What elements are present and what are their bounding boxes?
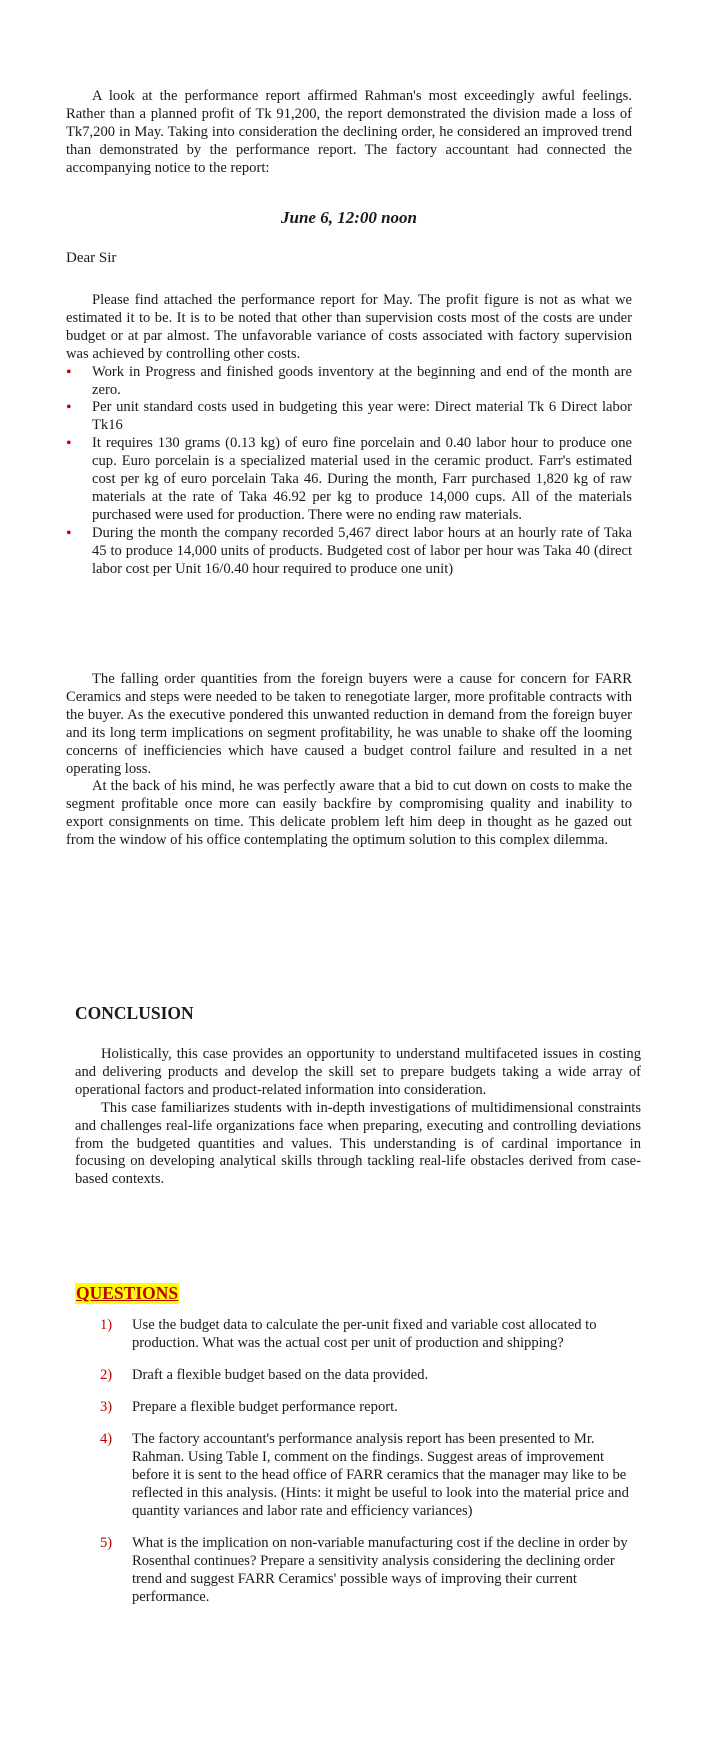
question-item: 2) Draft a flexible budget based on the data provided. [100,1367,429,1383]
bullet-icon: • [66,435,72,453]
bullet-icon: • [66,363,72,381]
question-item: 3) Prepare a flexible budget performance report. [100,1399,398,1415]
question-item: 1) Use the budget data to calculate the per-unit fixed and variable cost allocated to production. What was the actual cost per unit of production and shipping? [100,1317,597,1351]
questions-heading: QUESTIONS [76,1283,179,1303]
memo-salutation: Dear Sir [66,250,117,266]
conclusion-paragraph-1: Holistically, this case provides an opportunity to understand multifaceted issues in costing and delivering products and develop the skill set to prepare budgets taking a wide array of operational factors and product-related information into consideration. [75,1046,641,1098]
memo-bullet-list [66,364,632,579]
memo-section [66,292,632,579]
questions-list [100,1316,640,1620]
list-item: • During the month the company recorded 5,467 direct labor hours at an hourly rate of Taka 45 to produce 14,000 units of products. Budgeted cost of labor per hour was Taka 40 (direct labor cost per Unit 16/0.40 hour required to produce one unit) [66,524,632,577]
conclusion-heading: CONCLUSION [75,1003,194,1023]
narrative-paragraph-1: The falling order quantities from the foreign buyers were a cause for concern for FARR Ceramics and steps were needed to be taken to renegotiate larger, more profitable contracts with the buyer. As the executive pondered this unwanted reduction in demand from the foreign buyer and its long term implications on segment profitability, he was unable to shake off the looming concerns of inefficiencies which have caused a budget control failure and resulted in a net operating loss. [66,671,632,777]
bullet-icon: • [66,399,72,417]
conclusion-section [75,1046,641,1189]
memo-date: June 6, 12:00 noon [280,208,418,227]
narrative-paragraph-2: At the back of his mind, he was perfectly aware that a bid to cut down on costs to make the segment profitable once more can easily backfire by compromising quality and inability to export consignments on time. This delicate problem left him deep in thought as he gazed out from the window of his office contemplating the optimum solution to this complex dilemma. [66,778,632,849]
intro-paragraph: A look at the performance report affirmed Rahman's most exceedingly awful feelings. Rather than a planned profit of Tk 91,200, the report demonstrated the division made a loss of Tk7,200 in May. Taking into consideration the declining order, he considered an improved trend than demonstrated by the performance report. The factory accountant had connected the accompanying notice to the report: [66,88,632,176]
list-item: • It requires 130 grams (0.13 kg) of euro fine porcelain and 0.40 labor hour to produce one cup. Euro porcelain is a specialized material used in the ceramic product. Farr's estimated cost per kg of euro porcelain Taka 46. During the month, Farr purchased 1,820 kg of raw materials at the rate of Taka 46.92 per kg to produce 14,000 cups. All of the materials purchased were used for production. There were no ending raw materials. [66,435,632,523]
list-item: • Per unit standard costs used in budgeting this year were: Direct material Tk 6 Direct labor Tk16 [66,399,632,434]
bullet-icon: • [66,524,72,542]
question-item: 4) The factory accountant's performance analysis report has been presented to Mr. Rahman. Using Table I, comment on the findings. Suggest areas of improvement before it is sent to the head office of FARR ceramics that the manager may like to be reflected in this analysis. (Hints: it might be useful to look into the material price and quantity variances and labor rate and efficiency variances) [100,1431,629,1519]
conclusion-paragraph-2: This case familiarizes students with in-depth investigations of multidimensional constraints and challenges real-life organizations face when preparing, executing and controlling deviations from the budgeted quantities and values. This understanding is of cardinal importance in focusing on developing analytical skills through tackling real-life obstacles derived from case-based contexts. [75,1099,641,1188]
list-item: • Work in Progress and finished goods inventory at the beginning and end of the month are zero. [66,363,632,398]
intro-section [66,88,632,178]
question-item: 5) What is the implication on non-variable manufacturing cost if the decline in order by Rosenthal continues? Prepare a sensitivity analysis considering the declining order trend and suggest FARR Ceramics' possible ways of improving their current performance. [100,1535,628,1605]
narrative-section [66,671,632,850]
memo-body: Please find attached the performance report for May. The profit figure is not as what we estimated it to be. It is to be noted that other than supervision costs most of the costs are under budget or at par almost. The unfavorable variance of costs associated with factory supervision was achieved by controlling other costs. [66,292,632,362]
